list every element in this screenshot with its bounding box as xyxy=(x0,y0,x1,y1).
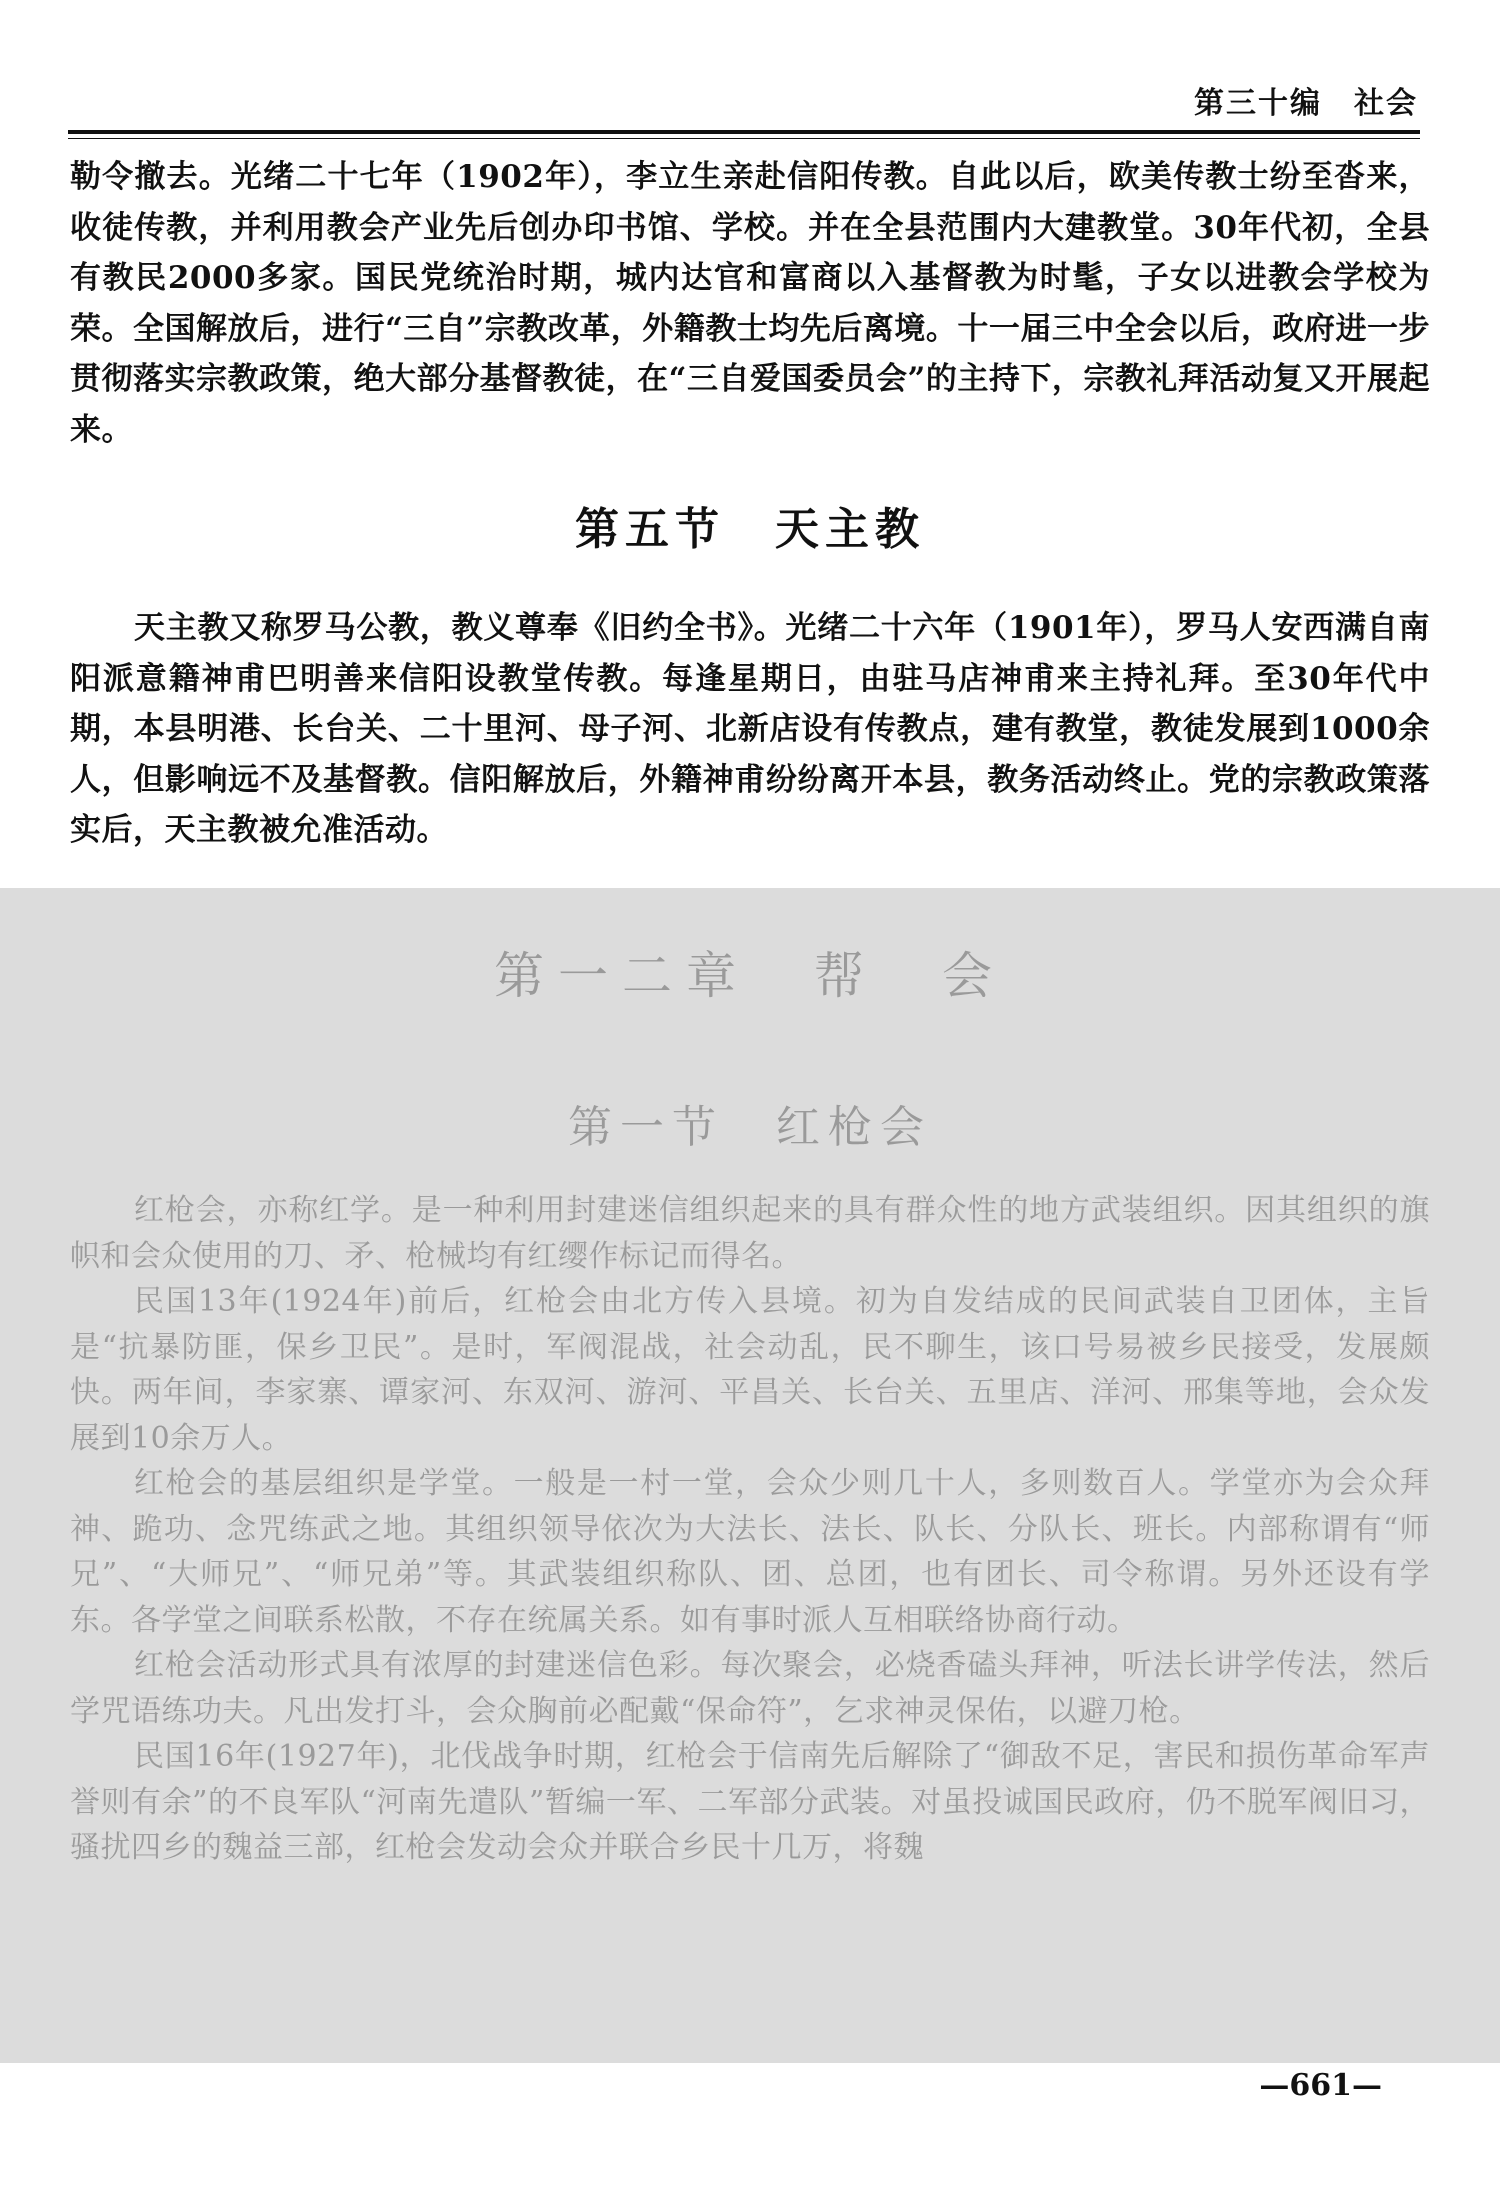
faded-scan-region xyxy=(0,888,1500,2063)
paragraph: 民国13年(1924年)前后，红枪会由北方传入县境。初为自发结成的民间武装自卫团体，主旨是“抗暴防匪，保乡卫民”。是时，军阀混战，社会动乱，民不聊生，该口号易被乡民接受，发展颇快。两年间，李家寨、谭家河、东双河、游河、平昌关、长台关、五里店、洋河、邢集等地，会众发展到10余万人。 xyxy=(70,1284,1430,1456)
page-number: —661— xyxy=(1259,2068,1382,2103)
header-rule-thin xyxy=(68,138,1420,139)
paragraph: 红枪会的基层组织是学堂。一般是一村一堂，会众少则几十人，多则数百人。学堂亦为会众拜神、跪功、念咒练武之地。其组织领导依次为大法长、法长、队长、分队长、班长。内部称谓有“师兄”、“大师兄”、“师兄弟”等。其武装组织称队、团、总团，也有团长、司令称谓。另外还设有学东。各学堂之间联系松散，不存在统属关系。如有事时派人互相联络协商行动。 xyxy=(70,1466,1430,1638)
paragraph: 民国16年(1927年)，北伐战争时期，红枪会于信南先后解除了“御敌不足，害民和损伤革命军声誉则有余”的不良军队“河南先遣队”暂编一军、二军部分武装。对虽投诚国民政府，仍不脱军阀旧习，骚扰四乡的魏益三部，红枪会发动会众并联合乡民十几万，将魏 xyxy=(70,1739,1430,1865)
chapter-title: 第一二章 帮 会 xyxy=(494,947,1006,1005)
paragraph: 红枪会活动形式具有浓厚的封建迷信色彩。每次聚会，必烧香磕头拜神，听法长讲学传法，然后学咒语练功夫。凡出发打斗，会众胸前必配戴“保命符”，乞求神灵保佑，以避刀枪。 xyxy=(70,1648,1430,1729)
paragraph: 红枪会，亦称红学。是一种利用封建迷信组织起来的具有群众性的地方武装组织。因其组织的旗帜和会众使用的刀、矛、枪械均有红缨作标记而得名。 xyxy=(70,1193,1430,1274)
red-spear-text xyxy=(70,1188,1430,1871)
section-title-red-spear: 第一节 红枪会 xyxy=(568,1102,932,1153)
header-rule xyxy=(68,130,1420,134)
continuation-paragraph: 勒令撤去。光绪二十七年（1902年），李立生亲赴信阳传教。自此以后，欧美传教士纷至沓来，收徒传教，并利用教会产业先后创办印书馆、学校。并在全县范围内大建教堂。30年代初，全县有教民2000多家。国民党统治时期，城内达官和富商以入基督教为时髦，子女以进教会学校为荣。全国解放后，进行“三自”宗教改革，外籍教士均先后离境。十一届三中全会以后，政府进一步贯彻落实宗教政策，绝大部分基督教徒，在“三自爱国委员会”的主持下，宗教礼拜活动复又开展起来。 xyxy=(70,159,1430,448)
catholicism-paragraph: 天主教又称罗马公教，教义尊奉《旧约全书》。光绪二十六年（1901年），罗马人安西满自南阳派意籍神甫巴明善来信阳设教堂传教。每逢星期日，由驻马店神甫来主持礼拜。至30年代中期，本县明港、长台关、二十里河、母子河、北新店设有传教点，建有教堂，教徒发展到1000余人，但影响远不及基督教。信阳解放后，外籍神甫纷纷离开本县，教务活动终止。党的宗教政策落实后，天主教被允准活动。 xyxy=(70,610,1430,848)
continuation-block xyxy=(70,152,1430,455)
section-title-catholicism: 第五节 天主教 xyxy=(575,504,925,555)
catholicism-block xyxy=(70,603,1430,856)
running-header: 第三十编 社会 xyxy=(1194,86,1418,121)
